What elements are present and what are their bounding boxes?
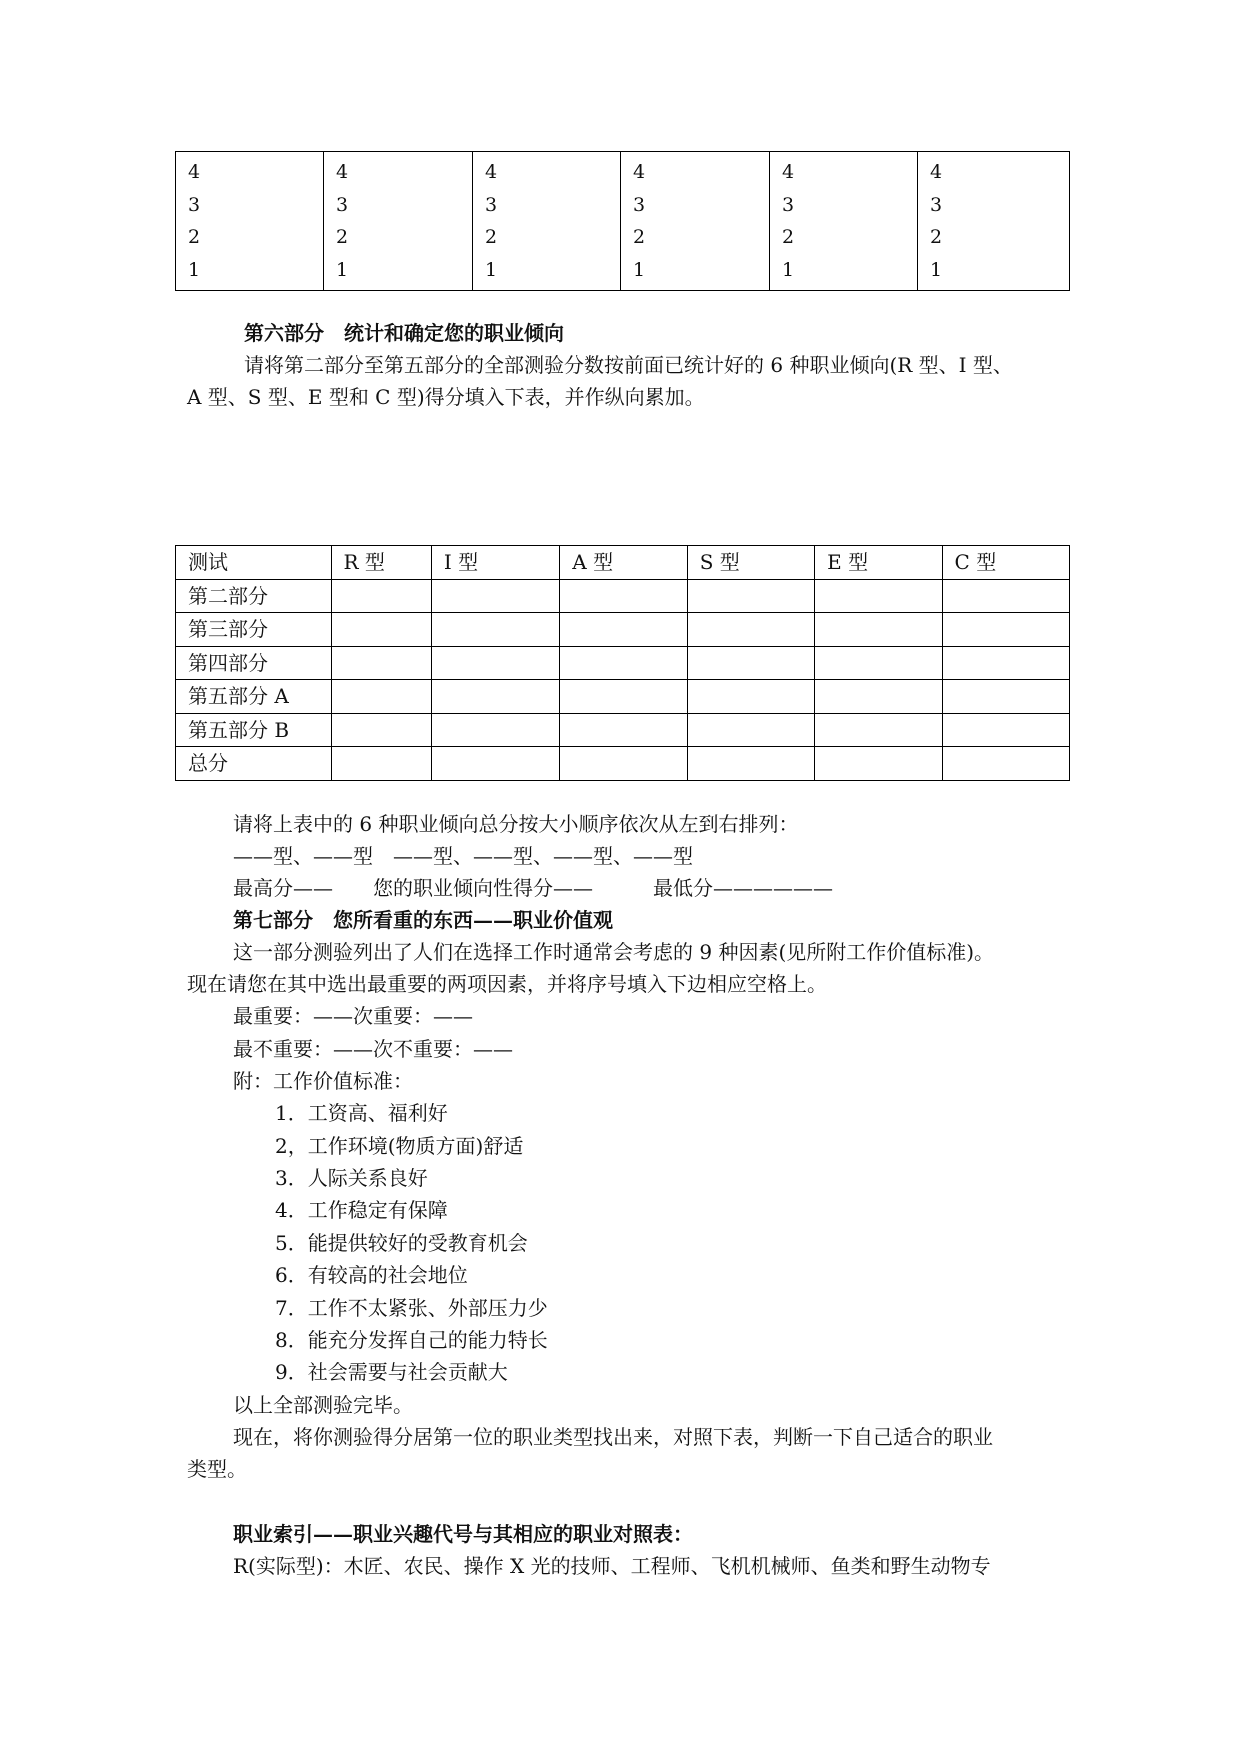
score-table-row	[176, 152, 1070, 291]
appendix-title: 附：工作价值标准：	[233, 1069, 413, 1093]
ranking-blanks[interactable]: ——型、——型 ——型、——型、——型、——型	[233, 844, 693, 868]
row-label: 第五部分 B	[176, 713, 332, 747]
score-input-cell[interactable]	[942, 646, 1069, 680]
score-input-cell[interactable]	[560, 613, 687, 647]
score-value: 4	[782, 161, 795, 183]
score-input-cell[interactable]	[942, 713, 1069, 747]
score-value: 3	[485, 193, 498, 216]
realistic-type-line: R(实际型)：木匠、农民、操作 X 光的技师、工程师、飞机机械师、鱼类和野生动物专	[233, 1554, 991, 1578]
part6-paragraph-line1: 请将第二部分至第五部分的全部测验分数按前面已统计好的 6 种职业倾向(R 型、I 型、	[244, 353, 1013, 377]
row-label: 第二部分	[176, 579, 332, 613]
score-value: 2	[485, 226, 498, 248]
score-input-cell[interactable]	[942, 579, 1069, 613]
instruction-line2: 类型。	[187, 1457, 247, 1481]
score-input-cell[interactable]	[815, 680, 942, 714]
part7-heading: 第七部分 您所看重的东西——职业价值观	[233, 908, 613, 932]
part6-heading: 第六部分 统计和确定您的职业倾向	[244, 321, 564, 345]
header-cell: R 型	[331, 546, 431, 580]
score-input-cell[interactable]	[815, 579, 942, 613]
score-input-cell[interactable]	[331, 613, 431, 647]
part7-paragraph-line2: 现在请您在其中选出最重要的两项因素，并将序号填入下边相应空格上。	[187, 972, 827, 996]
row-label: 第三部分	[176, 613, 332, 647]
score-input-cell[interactable]	[560, 680, 687, 714]
score-value: 1	[336, 258, 349, 281]
score-cell	[473, 152, 621, 291]
score-input-cell[interactable]	[431, 579, 559, 613]
part7-paragraph-line1: 这一部分测验列出了人们在选择工作时通常会考虑的 9 种因素(见所附工作价值标准)。	[233, 940, 995, 964]
score-value: 3	[633, 193, 646, 216]
list-item: 8．能充分发挥自己的能力特长	[275, 1328, 548, 1352]
score-value: 4	[188, 161, 201, 183]
completion-note: 以上全部测验完毕。	[233, 1393, 413, 1417]
score-input-cell[interactable]	[942, 613, 1069, 647]
score-input-cell[interactable]	[331, 747, 431, 781]
table-row	[176, 747, 1070, 781]
score-input-cell[interactable]	[431, 646, 559, 680]
score-input-cell[interactable]	[815, 613, 942, 647]
score-value: 3	[188, 193, 201, 216]
score-value: 4	[336, 161, 349, 183]
most-important-line[interactable]: 最重要：——次重要：——	[233, 1004, 473, 1028]
career-index-heading: 职业索引——职业兴趣代号与其相应的职业对照表：	[233, 1522, 693, 1546]
score-input-cell[interactable]	[815, 713, 942, 747]
score-input-cell[interactable]	[331, 713, 431, 747]
instruction-line1: 现在，将你测验得分居第一位的职业类型找出来，对照下表，判断一下自己适合的职业	[233, 1425, 993, 1449]
least-important-line[interactable]: 最不重要：——次不重要：——	[233, 1037, 513, 1061]
score-input-cell[interactable]	[687, 613, 814, 647]
score-input-cell[interactable]	[331, 680, 431, 714]
score-input-cell[interactable]	[687, 713, 814, 747]
header-cell: S 型	[687, 546, 814, 580]
list-item: 3．人际关系良好	[275, 1166, 428, 1190]
score-input-cell[interactable]	[560, 646, 687, 680]
list-item: 9．社会需要与社会贡献大	[275, 1360, 508, 1384]
score-value: 1	[633, 258, 646, 281]
table-row	[176, 613, 1070, 647]
row-label: 第四部分	[176, 646, 332, 680]
score-value: 3	[782, 193, 795, 216]
score-value: 4	[930, 161, 943, 183]
score-input-cell[interactable]	[560, 713, 687, 747]
list-item: 7．工作不太紧张、外部压力少	[275, 1296, 548, 1320]
score-value: 4	[633, 161, 646, 183]
table-row	[176, 579, 1070, 613]
score-value: 1	[188, 258, 201, 281]
row-label: 第五部分 A	[176, 680, 332, 714]
list-item: 1．工资高、福利好	[275, 1101, 448, 1125]
header-cell: C 型	[942, 546, 1069, 580]
score-cell	[324, 152, 473, 291]
table-header-row	[176, 546, 1070, 580]
score-value: 2	[188, 226, 201, 248]
score-cell	[918, 152, 1070, 291]
type-score-table	[175, 545, 1070, 781]
header-cell: E 型	[815, 546, 942, 580]
header-cell: 测试	[176, 546, 332, 580]
score-input-cell[interactable]	[560, 579, 687, 613]
ranking-instruction: 请将上表中的 6 种职业倾向总分按大小顺序依次从左到右排列：	[233, 812, 799, 836]
score-value: 2	[930, 226, 943, 248]
score-input-cell[interactable]	[331, 579, 431, 613]
score-input-cell[interactable]	[687, 747, 814, 781]
list-item: 2，工作环境(物质方面)舒适	[275, 1134, 524, 1158]
score-cell	[770, 152, 918, 291]
score-value: 3	[336, 193, 349, 216]
list-item: 4．工作稳定有保障	[275, 1198, 448, 1222]
score-input-cell[interactable]	[431, 613, 559, 647]
score-value: 2	[633, 226, 646, 248]
score-value: 1	[485, 258, 498, 281]
score-input-cell[interactable]	[331, 646, 431, 680]
score-input-cell[interactable]	[815, 747, 942, 781]
score-table	[175, 151, 1070, 291]
score-value: 1	[930, 258, 943, 281]
row-label: 总分	[176, 747, 332, 781]
header-cell: I 型	[431, 546, 559, 580]
list-item: 6．有较高的社会地位	[275, 1263, 468, 1287]
ranking-scale: 最高分—— 您的职业倾向性得分—— 最低分——————	[233, 876, 833, 900]
table-row	[176, 713, 1070, 747]
score-value: 2	[782, 226, 795, 248]
score-input-cell[interactable]	[942, 680, 1069, 714]
score-input-cell[interactable]	[431, 747, 559, 781]
table-row	[176, 646, 1070, 680]
list-item: 5．能提供较好的受教育机会	[275, 1231, 528, 1255]
score-input-cell[interactable]	[431, 680, 559, 714]
score-value: 3	[930, 193, 943, 216]
score-cell	[621, 152, 770, 291]
score-input-cell[interactable]	[431, 713, 559, 747]
score-input-cell[interactable]	[560, 747, 687, 781]
score-value: 4	[485, 161, 498, 183]
score-input-cell[interactable]	[687, 579, 814, 613]
score-input-cell[interactable]	[687, 646, 814, 680]
score-input-cell[interactable]	[687, 680, 814, 714]
part6-paragraph-line2: A 型、S 型、E 型和 C 型)得分填入下表，并作纵向累加。	[187, 385, 705, 409]
score-input-cell[interactable]	[815, 646, 942, 680]
score-value: 2	[336, 226, 349, 248]
score-input-cell[interactable]	[942, 747, 1069, 781]
score-cell	[176, 152, 324, 291]
score-value: 1	[782, 258, 795, 281]
table-row	[176, 680, 1070, 714]
header-cell: A 型	[560, 546, 687, 580]
